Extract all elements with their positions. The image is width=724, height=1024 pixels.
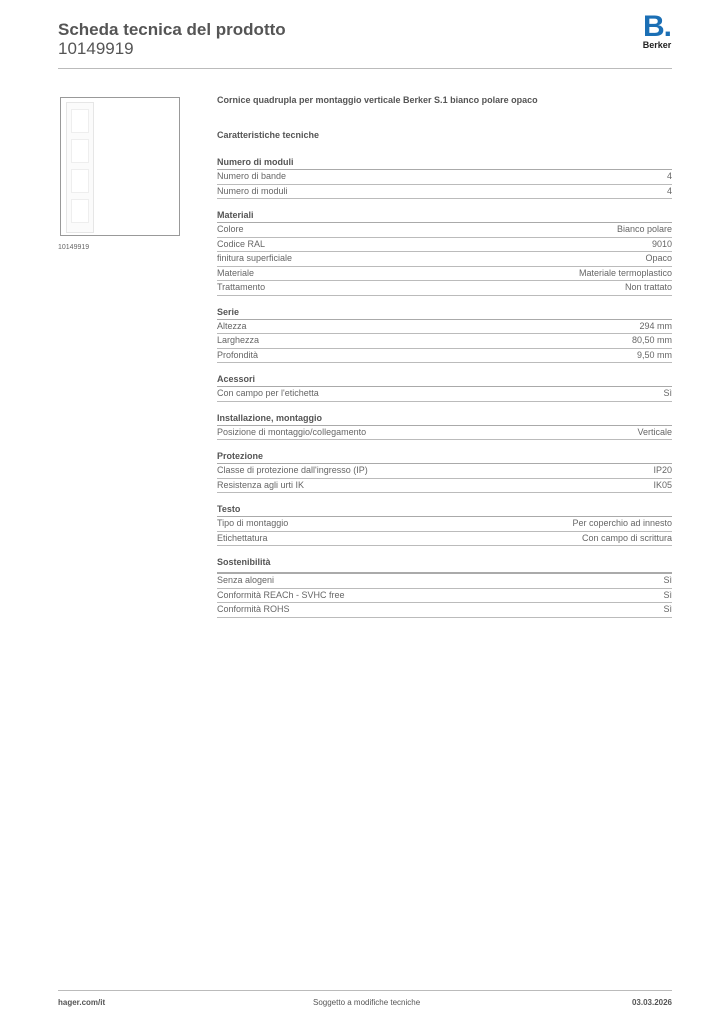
spec-label: Colore [217,224,244,234]
section-title: Protezione [217,449,672,464]
section-title: Acessori [217,372,672,387]
spec-row [217,185,672,200]
logo-mark: B. [643,10,671,43]
berker-logo [640,10,674,50]
spec-label: Con campo per l'etichetta [217,388,319,398]
spec-label: Altezza [217,320,247,331]
spec-section [217,411,672,441]
spec-label: Trattamento [217,282,266,292]
section-title: Sostenibilità [217,555,672,574]
spec-label: Profondità [217,349,259,360]
spec-label: Conformità ROHS [217,604,290,614]
spec-section [217,305,672,364]
spec-row [217,426,672,441]
spec-section [217,555,672,618]
spec-row [217,464,672,479]
spec-value: Materiale termoplastico [578,267,672,278]
spec-row [217,589,672,604]
footer-website[interactable]: hager.com/it [58,998,106,1007]
spec-section [217,372,672,402]
spec-row [217,334,672,349]
product-image [60,97,180,236]
footer-date: 03.03.2026 [631,998,672,1007]
spec-value: Bianco polare [616,224,672,234]
spec-value: Sì [663,589,672,600]
section-title: Serie [217,305,672,320]
section-title: Testo [217,502,672,517]
spec-row [217,387,672,402]
spec-label: Etichettatura [217,532,268,543]
spec-row [217,532,672,547]
footer-note: Soggetto a modifiche tecniche [313,998,421,1007]
spec-value: 4 [666,171,672,181]
spec-label: Numero di moduli [217,185,288,196]
spec-section [217,449,672,493]
header-divider [58,68,672,69]
spec-label: Posizione di montaggio/collegamento [217,426,367,437]
characteristics-title: Caratteristiche tecniche [217,130,320,140]
spec-value: 9010 [651,238,672,249]
section-title: Materiali [217,208,672,223]
spec-row [217,170,672,185]
spec-label: Larghezza [217,335,260,345]
page-title: Scheda tecnica del prodotto [58,20,286,39]
spec-value: IP20 [653,465,672,475]
spec-value: IK05 [653,479,672,490]
spec-value: Sì [663,575,672,585]
quad-frame-illustration [66,102,94,233]
footer-divider [58,990,672,991]
spec-row [217,238,672,253]
spec-row [217,574,672,589]
spec-row [217,320,672,335]
spec-value: Per coperchio ad innesto [572,518,672,528]
logo-text: Berker [642,40,672,50]
spec-row [217,603,672,618]
section-title: Numero di moduli [217,155,672,170]
spec-value: Non trattato [624,282,672,292]
spec-label: Codice RAL [217,238,266,249]
spec-value: Opaco [645,253,672,263]
spec-section [217,502,672,546]
spec-label: Numero di bande [217,171,287,181]
spec-value: Con campo di scrittura [581,532,672,543]
section-title: Installazione, montaggio [217,411,672,426]
spec-value: 80,50 mm [631,335,672,345]
spec-value: Verticale [637,426,672,437]
spec-value: 294 mm [639,320,672,331]
image-caption: 10149919 [58,244,90,251]
spec-label: Tipo di montaggio [217,518,289,528]
spec-value: Sì [663,604,672,614]
spec-label: Resistenza agli urti IK [217,479,305,490]
spec-label: Senza alogeni [217,575,275,585]
spec-label: Classe di protezione dall'ingresso (IP) [217,465,368,475]
spec-value: 4 [666,185,672,196]
spec-row [217,223,672,238]
spec-value: 9,50 mm [636,349,672,360]
spec-section [217,208,672,296]
product-name: Cornice quadrupla per montaggio verticale Berker S.1 bianco polare opaco [217,95,538,105]
spec-label: finitura superficiale [217,253,293,263]
spec-row [217,349,672,364]
spec-content [217,95,672,618]
spec-row [217,281,672,296]
product-code: 10149919 [58,39,134,58]
spec-value: Sì [663,388,672,398]
spec-label: Conformità REACh - SVHC free [217,589,345,600]
spec-row [217,517,672,532]
spec-section [217,155,672,199]
spec-row [217,267,672,282]
spec-row [217,479,672,494]
spec-row [217,252,672,267]
spec-label: Materiale [217,267,255,278]
